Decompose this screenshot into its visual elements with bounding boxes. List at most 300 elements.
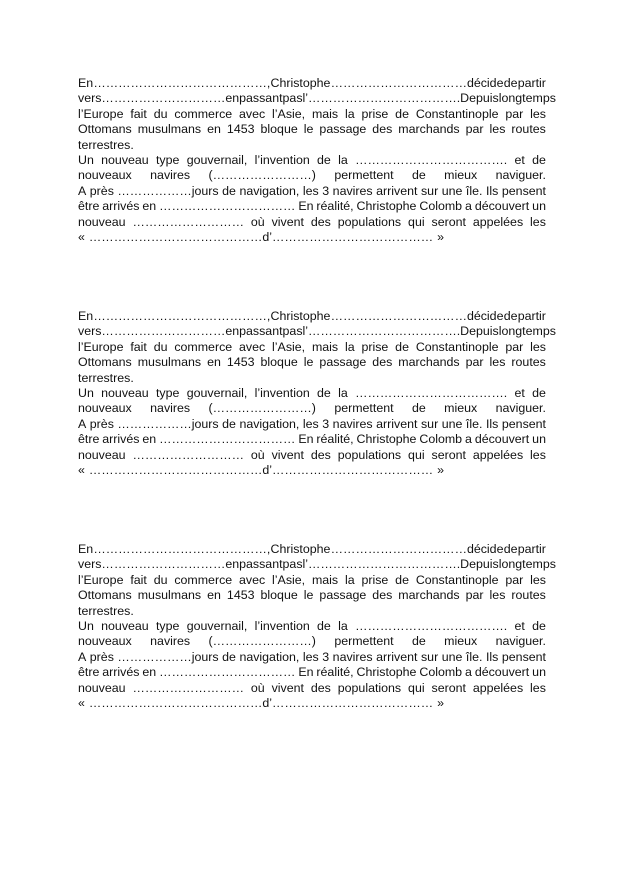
word: ……………………………………d’…………………………………: [88, 229, 434, 244]
word: l’invention: [254, 152, 310, 167]
word: mais: [311, 572, 339, 587]
word: l’invention: [254, 385, 310, 400]
word: arrivés: [102, 665, 140, 680]
word: «: [78, 229, 85, 244]
word: mieux: [444, 168, 478, 183]
word: réalité,: [316, 199, 354, 214]
word: 1453: [226, 355, 255, 370]
word: de: [411, 634, 426, 649]
word: nouveau: [101, 152, 149, 167]
word: Ottomans: [78, 588, 132, 603]
word: A: [78, 416, 87, 431]
word: passage: [319, 122, 367, 137]
word: la: [338, 152, 348, 167]
word: arrivés: [102, 199, 140, 214]
word: ……………………………………,: [93, 542, 271, 556]
text-line: [78, 107, 546, 122]
word: l’Europe: [78, 339, 124, 354]
text-line: [78, 76, 546, 91]
word: mais: [311, 339, 339, 354]
word: découvert: [474, 199, 530, 214]
word: populations: [337, 447, 402, 462]
word: le: [303, 122, 314, 137]
word: les: [530, 572, 546, 587]
text-line: [78, 634, 546, 649]
word: routes: [511, 355, 546, 370]
word: pas: [282, 91, 303, 106]
word: ………………………: [132, 447, 244, 462]
word: navires: [332, 416, 373, 431]
word: et: [514, 618, 525, 633]
word: de: [503, 76, 518, 90]
word: réalité,: [316, 432, 354, 447]
word: pensent: [501, 416, 546, 431]
word: être: [78, 665, 100, 680]
word: partir: [517, 309, 546, 323]
word: de: [222, 649, 236, 664]
word: …………………………en: [101, 557, 240, 572]
word: pensent: [501, 183, 546, 198]
word: de: [411, 168, 426, 183]
word: des: [310, 447, 331, 462]
word: A: [78, 183, 87, 198]
word: navires: [150, 634, 191, 649]
word: l’invention: [254, 618, 310, 633]
word: passant: [239, 91, 283, 106]
word: l’Europe: [78, 572, 124, 587]
word: des: [372, 355, 393, 370]
word: en: [207, 355, 221, 370]
word: un: [532, 432, 546, 447]
text-line: [78, 386, 546, 401]
word: ………………jours: [117, 183, 219, 198]
word: qui: [408, 680, 425, 695]
word: ……………………………….: [355, 618, 508, 633]
word: longtemps: [498, 91, 556, 106]
word: sur: [420, 649, 439, 664]
word: bloque: [260, 355, 298, 370]
word: Christophe: [270, 309, 331, 323]
word: par: [465, 355, 484, 370]
word: …………………………en: [101, 324, 240, 339]
word: avec: [239, 339, 266, 354]
word: de: [222, 416, 236, 431]
word: par: [505, 572, 524, 587]
word: l’……………………………….: [302, 557, 461, 572]
word: les: [530, 680, 546, 695]
word: vers: [78, 557, 102, 572]
word: type: [155, 385, 180, 400]
word: nouveaux: [78, 401, 132, 416]
word: les: [530, 214, 546, 229]
word: A: [78, 649, 87, 664]
text-line: [78, 448, 546, 463]
word: mieux: [444, 401, 478, 416]
word: routes: [511, 588, 546, 603]
word: une: [441, 416, 463, 431]
word: passant: [239, 324, 283, 339]
word: Un: [78, 152, 94, 167]
word: nouveaux: [78, 168, 132, 183]
word: naviguer.: [495, 634, 546, 649]
word: appelées: [472, 447, 524, 462]
text-line: [78, 557, 556, 572]
word: où: [250, 214, 265, 229]
word: île.: [465, 416, 483, 431]
word: de: [395, 339, 409, 354]
word: Depuis: [460, 324, 499, 339]
word: la: [344, 339, 355, 354]
word: de: [532, 618, 546, 633]
word: Colomb: [419, 432, 463, 447]
text-line: [78, 650, 546, 665]
word: Christophe: [356, 665, 417, 680]
word: appelées: [472, 680, 524, 695]
word: gouvernail,: [186, 618, 248, 633]
word: »: [437, 695, 445, 710]
word: a: [465, 432, 472, 447]
word: passage: [319, 355, 367, 370]
word: «: [78, 695, 85, 710]
word: du: [153, 572, 168, 587]
word: l’Asie,: [272, 106, 306, 121]
word: arrivent: [376, 416, 418, 431]
text-line: [78, 696, 546, 711]
word: par: [465, 588, 484, 603]
word: sur: [420, 416, 439, 431]
word: En: [298, 199, 314, 214]
word: 3: [322, 649, 330, 664]
word: fait: [130, 572, 147, 587]
word: ………………………: [132, 214, 244, 229]
word: Un: [78, 385, 94, 400]
word: les: [489, 355, 506, 370]
word: navigation,: [239, 649, 300, 664]
word: navires: [332, 649, 373, 664]
exercise-block-2: [78, 309, 556, 478]
word: de: [532, 385, 546, 400]
word: réalité,: [316, 665, 354, 680]
word: de: [503, 309, 518, 323]
word: bloque: [260, 122, 298, 137]
text-line: [78, 199, 546, 214]
word: passage: [319, 588, 367, 603]
word: ……………………………décide: [330, 542, 504, 556]
word: ……………………………………,: [93, 76, 271, 90]
word: pensent: [501, 649, 546, 664]
word: un: [532, 665, 546, 680]
word: des: [310, 680, 331, 695]
word: pas: [282, 557, 303, 572]
word: de: [317, 152, 331, 167]
word: des: [310, 214, 331, 229]
word: Colomb: [419, 199, 463, 214]
word: (……………………): [208, 168, 316, 183]
word: un: [532, 199, 546, 214]
word: passant: [239, 557, 283, 572]
word: En: [78, 309, 94, 323]
word: En: [78, 542, 94, 556]
word: l’Asie,: [272, 339, 306, 354]
word: une: [441, 649, 463, 664]
exercise-block-3: [78, 542, 556, 711]
word: seront: [431, 447, 466, 462]
word: être: [78, 199, 100, 214]
text-line: [78, 463, 546, 478]
word: ……………………………………d’…………………………………: [88, 462, 434, 477]
word: seront: [431, 214, 466, 229]
word: de: [395, 106, 409, 121]
word: de: [532, 152, 546, 167]
text-line: [78, 168, 546, 183]
word: nouveau: [101, 385, 149, 400]
word: ……………………………: [159, 665, 296, 680]
word: où: [250, 680, 265, 695]
word: Christophe: [356, 199, 417, 214]
word: navires: [150, 168, 191, 183]
word: du: [153, 339, 168, 354]
word: les: [489, 588, 506, 603]
word: bloque: [260, 588, 298, 603]
word: de: [411, 401, 426, 416]
word: arrivent: [376, 183, 418, 198]
text-line: [78, 432, 546, 447]
word: Constantinople: [415, 339, 499, 354]
word: l’Asie,: [272, 572, 306, 587]
word: où: [250, 447, 265, 462]
word: du: [153, 106, 168, 121]
word: fait: [130, 106, 147, 121]
text-line: [78, 604, 546, 619]
word: permettent: [334, 634, 394, 649]
word: 1453: [226, 588, 255, 603]
word: de: [395, 572, 409, 587]
word: partir: [517, 76, 546, 90]
text-line: [78, 215, 546, 230]
word: et: [514, 152, 525, 167]
word: longtemps: [498, 557, 556, 572]
word: 3: [322, 416, 330, 431]
word: de: [317, 385, 331, 400]
word: qui: [408, 214, 425, 229]
text-line: [78, 138, 546, 153]
word: des: [372, 588, 393, 603]
word: fait: [130, 339, 147, 354]
word: sur: [420, 183, 439, 198]
word: en: [142, 432, 157, 447]
word: près: [89, 183, 114, 198]
text-line: [78, 417, 546, 432]
word: ……………………………: [159, 199, 296, 214]
word: type: [155, 618, 180, 633]
word: ……………………………décide: [330, 309, 504, 323]
word: les: [489, 122, 506, 137]
word: près: [89, 649, 114, 664]
word: a: [465, 665, 472, 680]
word: Ils: [485, 649, 499, 664]
word: le: [303, 588, 314, 603]
word: mieux: [444, 634, 478, 649]
word: nouveau: [101, 618, 149, 633]
word: terrestres.: [78, 137, 134, 152]
word: et: [514, 385, 525, 400]
word: naviguer.: [495, 401, 546, 416]
text-line: [78, 619, 546, 634]
word: ……………………………………,: [93, 309, 271, 323]
word: arrivent: [376, 649, 418, 664]
word: Christophe: [270, 542, 331, 556]
word: 3: [322, 183, 330, 198]
text-line: [78, 371, 546, 386]
word: avec: [239, 106, 266, 121]
word: naviguer.: [495, 168, 546, 183]
word: partir: [517, 542, 546, 556]
word: Colomb: [419, 665, 463, 680]
word: terrestres.: [78, 603, 134, 618]
word: ……………………………: [159, 432, 296, 447]
word: navires: [150, 401, 191, 416]
word: une: [441, 183, 463, 198]
word: commerce: [174, 572, 233, 587]
word: vivent: [271, 447, 304, 462]
word: marchands: [398, 588, 460, 603]
word: Un: [78, 618, 94, 633]
word: »: [437, 462, 445, 477]
word: Constantinople: [415, 106, 499, 121]
word: marchands: [398, 122, 460, 137]
word: près: [89, 416, 114, 431]
word: les: [302, 183, 319, 198]
word: Depuis: [460, 557, 499, 572]
word: Ottomans: [78, 355, 132, 370]
word: commerce: [174, 106, 233, 121]
word: Ils: [485, 416, 499, 431]
word: musulmans: [137, 588, 202, 603]
word: de: [317, 618, 331, 633]
word: de: [503, 542, 518, 556]
word: en: [207, 588, 221, 603]
word: En: [298, 665, 314, 680]
word: terrestres.: [78, 370, 134, 385]
word: Depuis: [460, 91, 499, 106]
word: ………………………: [132, 680, 244, 695]
word: Christophe: [356, 432, 417, 447]
text-line: [78, 542, 546, 557]
text-line: [78, 401, 546, 416]
word: vivent: [271, 680, 304, 695]
word: la: [344, 106, 355, 121]
word: musulmans: [137, 122, 202, 137]
word: a: [465, 199, 472, 214]
word: permettent: [334, 168, 394, 183]
word: mais: [311, 106, 339, 121]
word: navigation,: [239, 183, 300, 198]
word: musulmans: [137, 355, 202, 370]
word: nouveau: [78, 680, 126, 695]
word: en: [207, 122, 221, 137]
word: l’……………………………….: [302, 324, 461, 339]
word: populations: [337, 214, 402, 229]
word: commerce: [174, 339, 233, 354]
word: être: [78, 432, 100, 447]
word: ………………jours: [117, 649, 219, 664]
word: les: [530, 106, 546, 121]
word: découvert: [474, 432, 530, 447]
word: de: [222, 183, 236, 198]
word: les: [302, 649, 319, 664]
word: par: [465, 122, 484, 137]
text-line: [78, 665, 546, 680]
word: en: [142, 199, 157, 214]
word: Constantinople: [415, 572, 499, 587]
word: populations: [337, 680, 402, 695]
word: vers: [78, 324, 102, 339]
word: pas: [282, 324, 303, 339]
word: marchands: [398, 355, 460, 370]
word: «: [78, 462, 85, 477]
word: 1453: [226, 122, 255, 137]
word: qui: [408, 447, 425, 462]
word: longtemps: [498, 324, 556, 339]
exercise-block-1: [78, 76, 556, 245]
word: l’……………………………….: [302, 91, 461, 106]
text-line: [78, 588, 546, 603]
word: nouveau: [78, 214, 126, 229]
word: avec: [239, 572, 266, 587]
word: la: [338, 618, 348, 633]
word: découvert: [474, 665, 530, 680]
text-line: [78, 309, 546, 324]
text-line: [78, 340, 546, 355]
text-line: [78, 184, 546, 199]
text-line: [78, 230, 546, 245]
word: par: [505, 339, 524, 354]
word: nouveau: [78, 447, 126, 462]
word: prise: [361, 339, 389, 354]
word: nouveaux: [78, 634, 132, 649]
word: ……………………………….: [355, 152, 508, 167]
word: les: [302, 416, 319, 431]
word: seront: [431, 680, 466, 695]
word: le: [303, 355, 314, 370]
word: ……………………………….: [355, 385, 508, 400]
word: prise: [361, 572, 389, 587]
word: prise: [361, 106, 389, 121]
text-line: [78, 324, 556, 339]
word: En: [78, 76, 94, 90]
word: l’Europe: [78, 106, 124, 121]
word: ……………………………………d’…………………………………: [88, 695, 434, 710]
word: (……………………): [208, 634, 316, 649]
word: en: [142, 665, 157, 680]
word: la: [344, 572, 355, 587]
text-line: [78, 355, 546, 370]
word: vers: [78, 91, 102, 106]
word: (……………………): [208, 401, 316, 416]
word: type: [155, 152, 180, 167]
word: navires: [332, 183, 373, 198]
word: Ottomans: [78, 122, 132, 137]
word: Ils: [485, 183, 499, 198]
word: la: [338, 385, 348, 400]
word: les: [530, 447, 546, 462]
text-line: [78, 153, 546, 168]
word: appelées: [472, 214, 524, 229]
word: île.: [465, 183, 483, 198]
word: vivent: [271, 214, 304, 229]
word: ………………jours: [117, 416, 219, 431]
text-line: [78, 681, 546, 696]
